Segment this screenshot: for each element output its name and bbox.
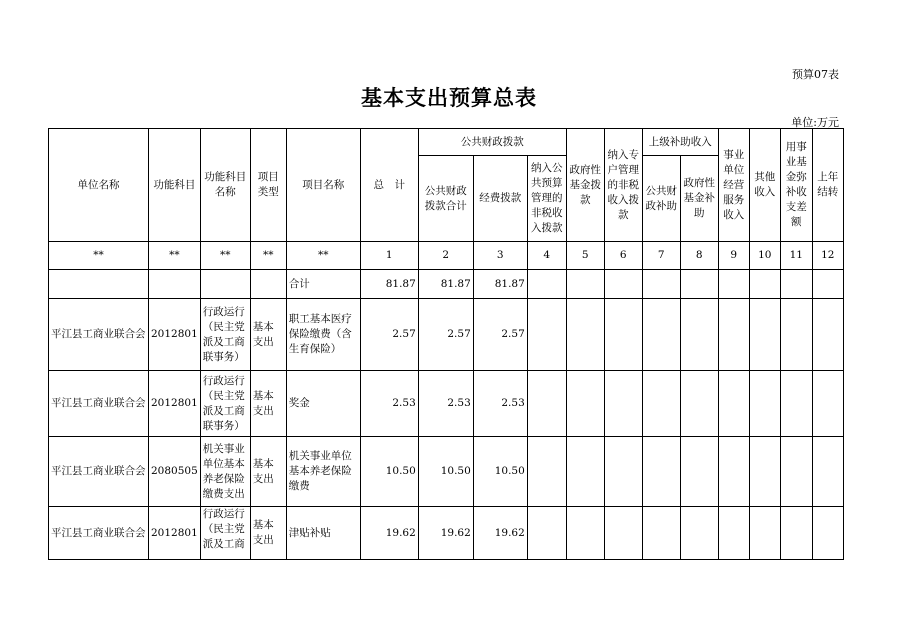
header-unit-name: 单位名称 [49,129,149,242]
table-row [49,371,844,437]
cell-item: 机关事业单位基本养老保险缴费 [286,437,360,507]
index-cell: ** [49,242,149,270]
cell-func: 行政运行（民主党派及工商 [200,507,250,560]
index-row [49,242,844,270]
cell-unit: 平江县工商业联合会 [49,437,149,507]
header-public-finance: 公共财政拨款 [418,129,566,156]
cell-code: 2012801 [149,507,201,560]
budget-table [48,128,844,560]
header-fund-gap: 用事业基金弥补收支差额 [780,129,812,242]
form-number: 预算07表 [792,68,839,81]
index-cell: 8 [680,242,718,270]
header-row-1 [49,129,844,156]
index-cell: 1 [360,242,418,270]
cell-total: 2.57 [360,299,418,371]
total-amount: 81.87 [360,270,418,299]
total-row [49,270,844,299]
cell-code: 2080505 [149,437,201,507]
header-superior: 上级补助收入 [642,129,718,156]
index-cell: 10 [749,242,780,270]
cell-pf-expense: 2.57 [473,299,527,371]
cell-total: 19.62 [360,507,418,560]
cell-pf-expense: 2.53 [473,371,527,437]
header-pf-nontax: 纳入公共预算管理的非税收入拨款 [527,156,566,242]
cell-pf-expense: 10.50 [473,437,527,507]
table-row [49,299,844,371]
index-cell: 12 [812,242,843,270]
cell-func: 行政运行（民主党派及工商联事务） [200,299,250,371]
header-business: 事业单位经营服务收入 [718,129,749,242]
cell-item: 奖金 [286,371,360,437]
cell-item: 津贴补贴 [286,507,360,560]
header-func-code: 功能科目 [149,129,201,242]
index-cell: ** [250,242,286,270]
index-cell: 4 [527,242,566,270]
index-cell: ** [286,242,360,270]
header-sup-public: 公共财政补助 [642,156,680,242]
cell-pf-total: 19.62 [418,507,473,560]
cell-total: 10.50 [360,437,418,507]
cell-total: 2.53 [360,371,418,437]
cell-func: 机关事业单位基本养老保险缴费支出 [200,437,250,507]
cell-unit: 平江县工商业联合会 [49,507,149,560]
header-total: 总 计 [360,129,418,242]
header-item-type: 项目类型 [250,129,286,242]
header-special-nontax: 纳入专户管理的非税收入拨款 [604,129,642,242]
table-row [49,507,844,560]
header-pf-total: 公共财政拨款合计 [418,156,473,242]
cell-code: 2012801 [149,299,201,371]
index-cell: ** [200,242,250,270]
index-cell: 11 [780,242,812,270]
index-cell: ** [149,242,201,270]
cell-item: 职工基本医疗保险缴费（含生育保险） [286,299,360,371]
cell-pf-total: 2.53 [418,371,473,437]
cell-pf-expense: 19.62 [473,507,527,560]
cell-pf-total: 2.57 [418,299,473,371]
cell-type: 基本支出 [250,371,286,437]
total-label: 合计 [286,270,360,299]
cell-unit: 平江县工商业联合会 [49,371,149,437]
header-carryover: 上年结转 [812,129,843,242]
cell-pf-total: 10.50 [418,437,473,507]
index-cell: 3 [473,242,527,270]
header-gov-fund: 政府性基金拨款 [566,129,604,242]
table-row [49,437,844,507]
total-pf-total: 81.87 [418,270,473,299]
cell-code: 2012801 [149,371,201,437]
page-title: 基本支出预算总表 [361,85,537,110]
cell-func: 行政运行（民主党派及工商联事务） [200,371,250,437]
header-item-name: 项目名称 [286,129,360,242]
index-cell: 2 [418,242,473,270]
index-cell: 6 [604,242,642,270]
index-cell: 5 [566,242,604,270]
unit-label: 单位:万元 [791,116,839,129]
header-sup-fund: 政府性基金补助 [680,156,718,242]
index-cell: 7 [642,242,680,270]
header-pf-expense: 经费拨款 [473,156,527,242]
cell-unit: 平江县工商业联合会 [49,299,149,371]
index-cell: 9 [718,242,749,270]
header-other: 其他收入 [749,129,780,242]
cell-type: 基本支出 [250,437,286,507]
cell-type: 基本支出 [250,299,286,371]
total-pf-expense: 81.87 [473,270,527,299]
header-func-name: 功能科目名称 [200,129,250,242]
cell-type: 基本支出 [250,507,286,560]
